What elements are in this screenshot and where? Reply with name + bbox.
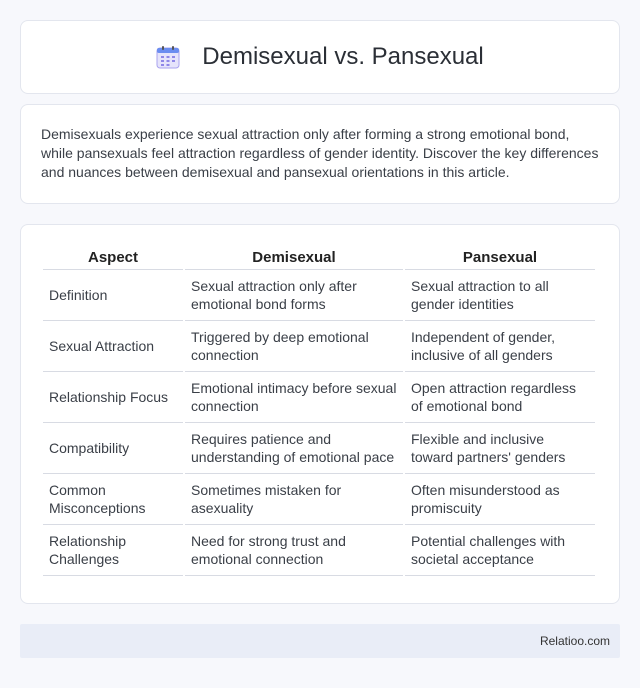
- table-row: [43, 423, 595, 474]
- intro-card: [20, 104, 620, 204]
- header-demisexual: Demisexual: [185, 243, 403, 270]
- row-demisexual: Emotional intimacy before sexual connection: [185, 372, 403, 423]
- footer: [20, 624, 620, 658]
- row-aspect: Relationship Challenges: [43, 525, 183, 576]
- table-row: [43, 525, 595, 576]
- row-aspect: Relationship Focus: [43, 372, 183, 423]
- row-pansexual: Flexible and inclusive toward partners' genders: [405, 423, 595, 474]
- row-pansexual: Often misunderstood as promiscuity: [405, 474, 595, 525]
- footer-brand[interactable]: Relatioo.com: [539, 634, 610, 648]
- header-pansexual: Pansexual: [405, 243, 595, 270]
- row-aspect: Sexual Attraction: [43, 321, 183, 372]
- table-row: [43, 321, 595, 372]
- row-pansexual: Sexual attraction to all gender identities: [405, 270, 595, 321]
- row-demisexual: Sexual attraction only after emotional bond forms: [185, 270, 403, 321]
- table-card: [20, 224, 620, 604]
- row-pansexual: Potential challenges with societal acceptance: [405, 525, 595, 576]
- row-aspect: Compatibility: [43, 423, 183, 474]
- row-demisexual: Triggered by deep emotional connection: [185, 321, 403, 372]
- row-pansexual: Open attraction regardless of emotional bond: [405, 372, 595, 423]
- page-title: Demisexual vs. Pansexual: [202, 43, 484, 70]
- row-pansexual: Independent of gender, inclusive of all genders: [405, 321, 595, 372]
- row-demisexual: Need for strong trust and emotional connection: [185, 525, 403, 576]
- row-aspect: Common Misconceptions: [43, 474, 183, 525]
- header-aspect: Aspect: [43, 243, 183, 270]
- table-row: [43, 372, 595, 423]
- table-row: [43, 270, 595, 321]
- row-demisexual: Sometimes mistaken for asexuality: [185, 474, 403, 525]
- table-row: [43, 474, 595, 525]
- intro-text: Demisexuals experience sexual attraction only after forming a strong emotional bond, while pansexuals feel attraction regardless of gender identity. Discover the key differences and nuances between demisexual and pansexual orientations in this article.: [41, 126, 599, 180]
- row-demisexual: Requires patience and understanding of emotional pace: [185, 423, 403, 474]
- title-card: [20, 20, 620, 94]
- table-header-row: [43, 243, 595, 270]
- calendar-icon: [156, 45, 180, 69]
- comparison-table: [41, 243, 597, 576]
- row-aspect: Definition: [43, 270, 183, 321]
